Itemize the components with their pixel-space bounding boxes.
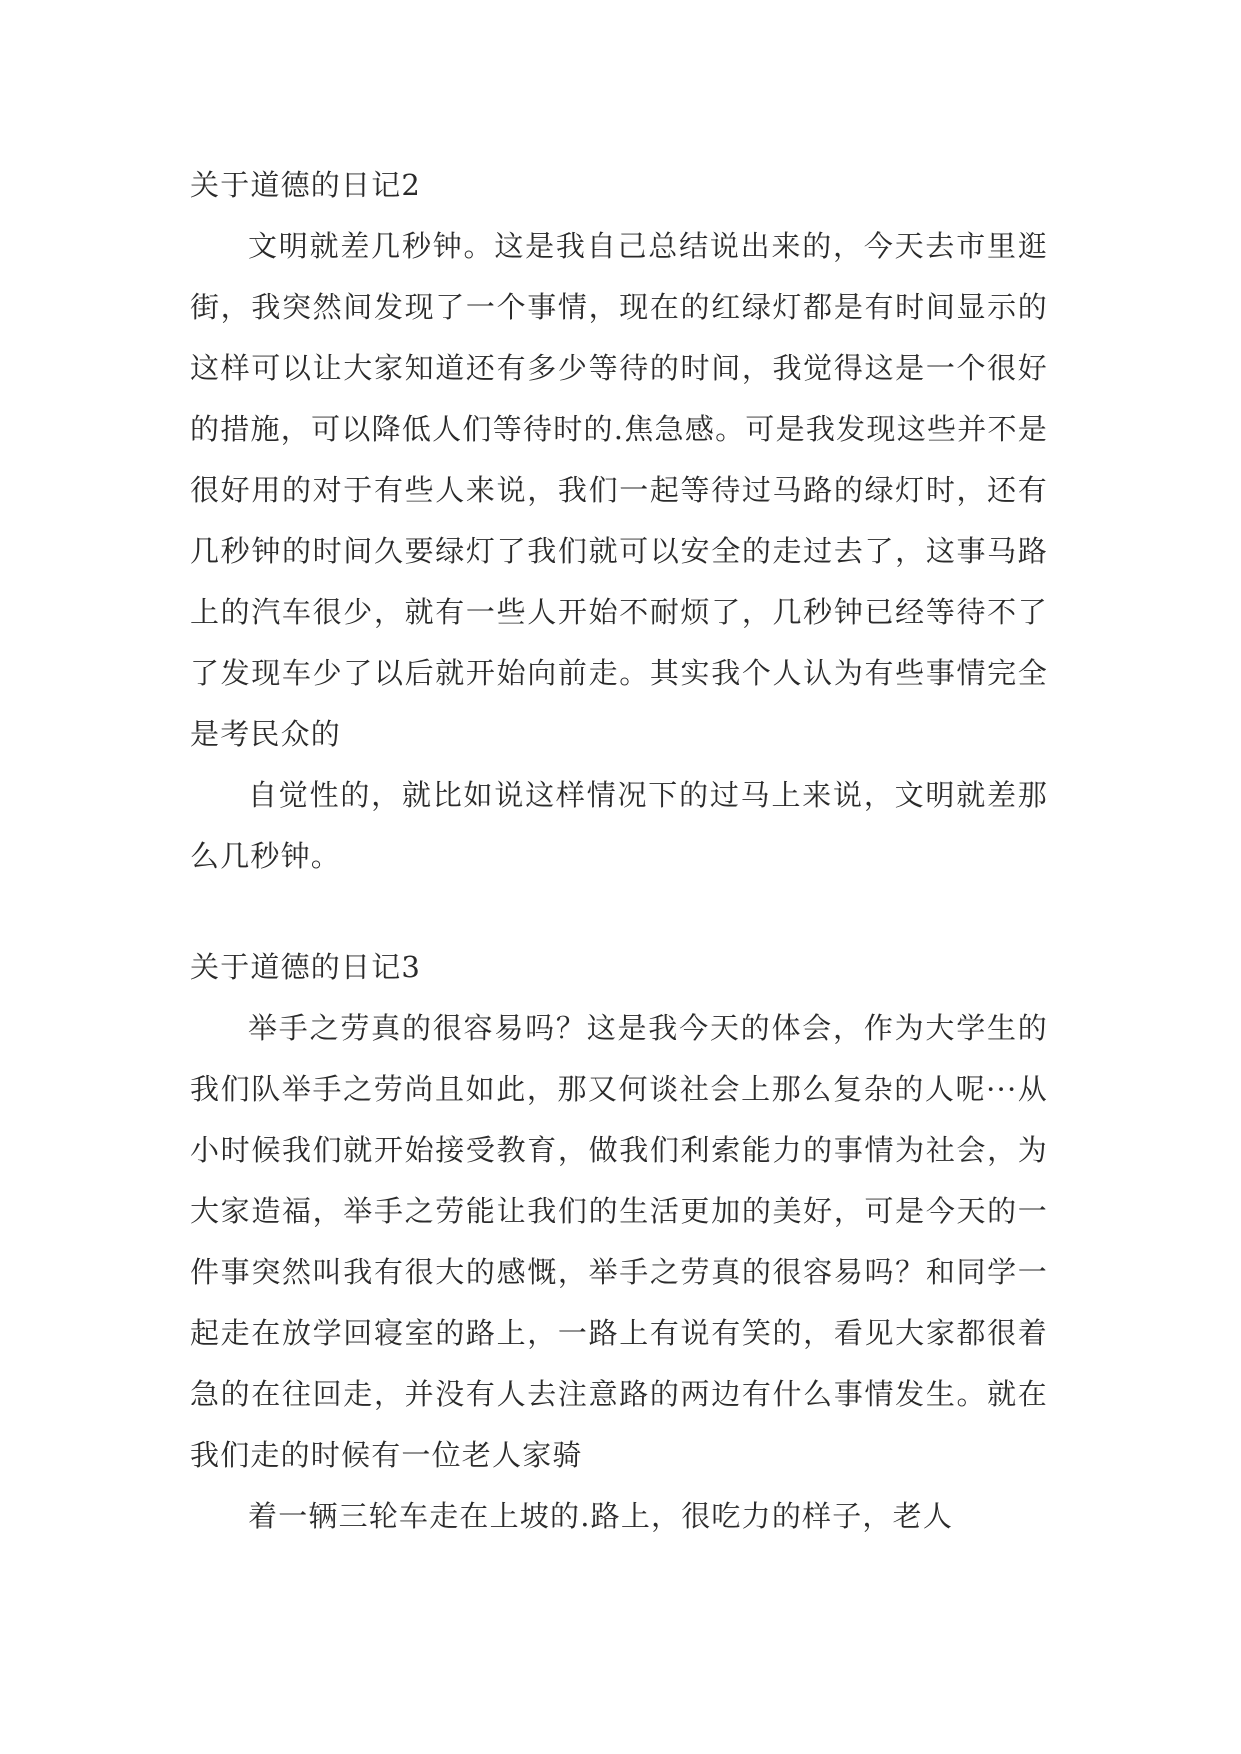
document-body [190,155,1048,1547]
entry-paragraph: 文明就差几秒钟。这是我自己总结说出来的，今天去市里逛街，我突然间发现了一个事情，现在的红绿灯都是有时间显示的这样可以让大家知道还有多少等待的时间，我觉得这是一个很好的措施，可以降低人们等待时的.焦急感。可是我发现这些并不是很好用的对于有些人来说，我们一起等待过马路的绿灯时，还有几秒钟的时间久要绿灯了我们就可以安全的走过去了，这事马路上的汽车很少，就有一些人开始不耐烦了，几秒钟已经等待不了了发现车少了以后就开始向前走。其实我个人认为有些事情完全是考民众的 [190,229,1048,751]
entry-paragraph: 着一辆三轮车走在上坡的.路上，很吃力的样子，老人 [248,1499,954,1533]
entry-title: 关于道德的日记3 [190,950,422,984]
diary-entry-2 [190,155,1048,887]
diary-entry-3 [190,937,1048,1547]
section-spacer [190,887,1048,937]
entry-paragraph: 自觉性的，就比如说这样情况下的过马上来说，文明就差那么几秒钟。 [190,778,1048,873]
entry-paragraph: 举手之劳真的很容易吗？这是我今天的体会，作为大学生的我们队举手之劳尚且如此，那又何谈社会上那么复杂的人呢···从小时候我们就开始接受教育，做我们利索能力的事情为社会，为大家造福，举手之劳能让我们的生活更加的美好，可是今天的一件事突然叫我有很大的感慨，举手之劳真的很容易吗？和同学一起走在放学回寝室的路上，一路上有说有笑的，看见大家都很着急的在往回走，并没有人去注意路的两边有什么事情发生。就在我们走的时候有一位老人家骑 [190,1011,1048,1472]
entry-title: 关于道德的日记2 [190,168,422,202]
